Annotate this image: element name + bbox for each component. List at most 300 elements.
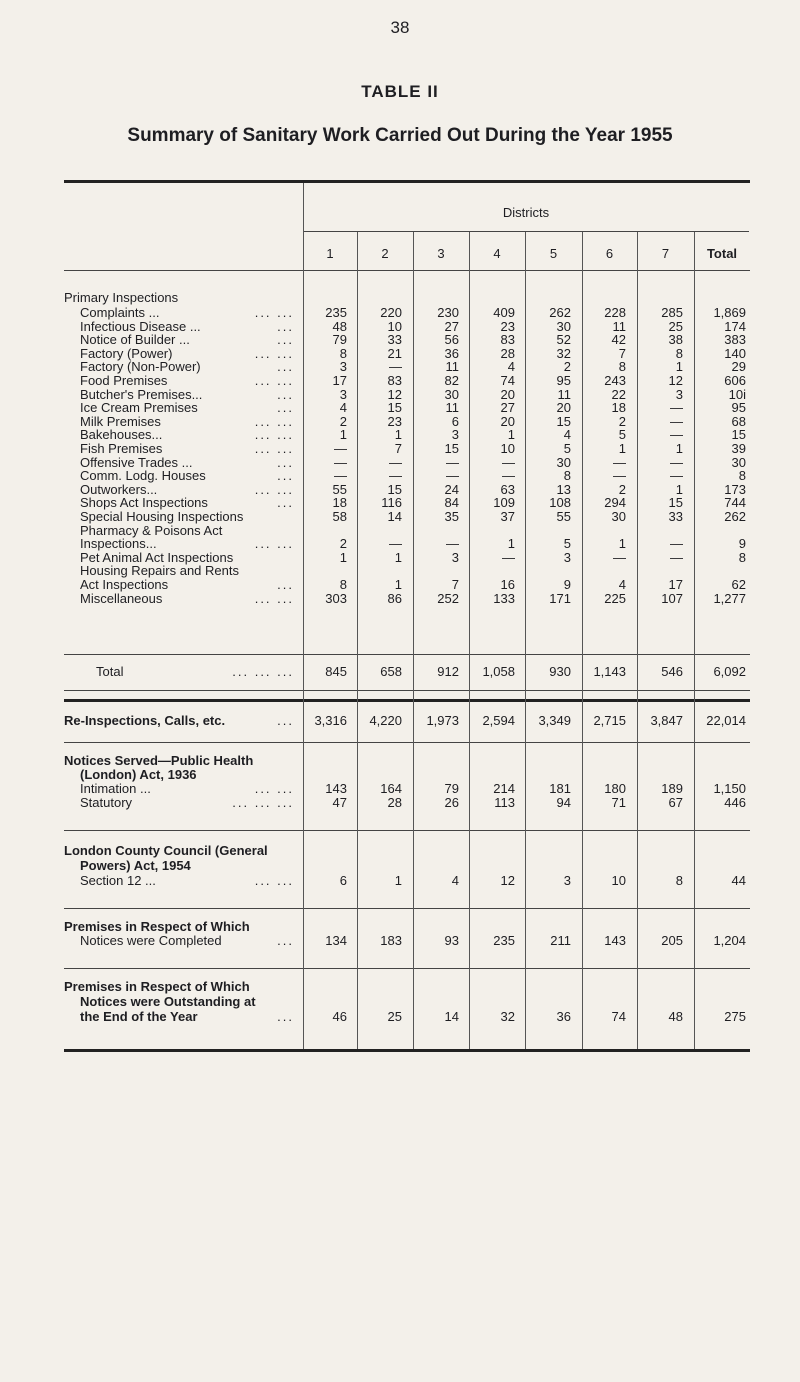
row-label: Ice Cream Premises	[80, 400, 198, 415]
table-cell: 12	[500, 873, 515, 888]
table-cell: 1,058	[482, 664, 515, 679]
completed-heading-2: Notices were Completed	[80, 933, 222, 948]
table-cell: 744	[724, 495, 746, 510]
row-label: Milk Premises	[80, 414, 161, 429]
table-cell: 4,220	[369, 713, 402, 728]
table-cell: 3	[339, 387, 347, 402]
leader-dots: ...	[277, 577, 294, 592]
table-cell: 3,349	[538, 713, 571, 728]
table-cell: 3	[451, 427, 459, 442]
table-cell: 4	[507, 359, 515, 374]
completed-heading: Premises in Respect of Which	[64, 919, 250, 934]
table-cell: 52	[556, 332, 571, 347]
table-cell: 109	[493, 495, 515, 510]
table-cell: 1	[394, 427, 402, 442]
table-cell: 36	[556, 1009, 571, 1024]
leader-dots: ...	[277, 387, 294, 402]
table-cell: 16	[500, 577, 515, 592]
table-cell: 32	[556, 346, 571, 361]
table-cell: 1,277	[713, 591, 746, 606]
districts-header: Districts	[502, 205, 550, 220]
table-cell: 15	[668, 495, 683, 510]
table-cell: 180	[604, 781, 626, 796]
table-cell: 55	[332, 482, 347, 497]
top-rule	[64, 180, 750, 183]
table-cell: 15	[731, 427, 746, 442]
row-label: Section 12 ...	[80, 873, 156, 888]
table-cell: 39	[731, 441, 746, 456]
table-cell: 113	[494, 795, 515, 810]
table-cell: 1	[675, 359, 683, 374]
table-cell: 303	[325, 591, 347, 606]
table-cell: 5	[563, 536, 571, 551]
table-cell: 14	[444, 1009, 459, 1024]
table-cell: 12	[668, 373, 683, 388]
col-divider-1	[357, 232, 358, 1049]
table-cell: 1,150	[713, 781, 746, 796]
leader-dots: ...	[277, 1009, 294, 1024]
table-cell: 140	[724, 346, 746, 361]
row-label: Pet Animal Act Inspections	[80, 550, 234, 565]
table-cell: 63	[500, 482, 515, 497]
table-cell: —	[389, 536, 402, 551]
table-cell: 225	[604, 591, 626, 606]
table-cell: 658	[380, 664, 402, 679]
table-cell: 93	[444, 933, 459, 948]
table-cell: 20	[556, 400, 571, 415]
table-cell: 30	[444, 387, 459, 402]
table-cell: 26	[444, 795, 459, 810]
table-cell: 409	[493, 305, 515, 320]
table-cell: 8	[738, 550, 746, 565]
reinsp-rule	[64, 742, 750, 743]
col-divider-6	[637, 232, 638, 1049]
table-cell: 1,143	[593, 664, 626, 679]
page-number: 38	[390, 18, 410, 37]
table-cell: 11	[557, 387, 571, 402]
table-cell: 235	[493, 933, 515, 948]
table-cell: —	[670, 414, 683, 429]
table-cell: 4	[339, 400, 347, 415]
table-cell: 3	[451, 550, 459, 565]
table-cell: —	[670, 400, 683, 415]
table-cell: 1	[507, 427, 515, 442]
table-cell: 446	[724, 795, 746, 810]
table-cell: 48	[668, 1009, 683, 1024]
table-cell: 143	[604, 933, 626, 948]
table-cell: 21	[387, 346, 402, 361]
table-cell: 8	[618, 359, 626, 374]
col-divider-5	[582, 232, 583, 1049]
table-cell: 79	[444, 781, 459, 796]
row-label: Act Inspections	[80, 577, 169, 592]
leader-dots: ...	[277, 332, 294, 347]
table-cell: 10	[611, 873, 626, 888]
table-cell: 189	[661, 781, 683, 796]
column-header-4: 4	[493, 246, 501, 261]
table-cell: 1	[675, 441, 683, 456]
table-cell: 94	[556, 795, 571, 810]
row-label: Comm. Lodg. Houses	[80, 468, 206, 483]
table-cell: —	[670, 455, 683, 470]
reinspections-label: Re-Inspections, Calls, etc.	[64, 713, 226, 728]
table-cell: 1	[339, 427, 347, 442]
table-cell: —	[446, 455, 459, 470]
leader-dots: ... ... ...	[232, 795, 294, 810]
table-cell: 10	[500, 441, 515, 456]
leader-dots: ... ...	[254, 427, 294, 442]
table-cell: 183	[380, 933, 402, 948]
table-cell: 33	[387, 332, 402, 347]
table-cell: 845	[325, 664, 347, 679]
column-header-1: 1	[326, 246, 334, 261]
table-cell: 5	[563, 441, 571, 456]
table-cell: 3	[675, 387, 683, 402]
table-cell: 2,594	[482, 713, 515, 728]
table-cell: 15	[444, 441, 459, 456]
table-cell: 174	[724, 319, 746, 334]
table-cell: 23	[500, 319, 515, 334]
row-label: Inspections...	[80, 536, 157, 551]
table-cell: 20	[500, 387, 515, 402]
primary-inspections-heading: Primary Inspections	[64, 290, 179, 305]
table-cell: 5	[618, 427, 626, 442]
table-cell: 14	[387, 509, 402, 524]
leader-dots: ... ...	[254, 781, 294, 796]
table-cell: 68	[731, 414, 746, 429]
table-cell: 912	[437, 664, 459, 679]
table-cell: 214	[493, 781, 515, 796]
table-cell: 29	[731, 359, 746, 374]
table-cell: 79	[332, 332, 347, 347]
table-cell: 37	[500, 509, 515, 524]
districts-underline	[303, 231, 749, 232]
table-cell: —	[446, 468, 459, 483]
table-cell: —	[670, 550, 683, 565]
table-cell: 181	[549, 781, 571, 796]
notices-heading: Notices Served—Public Health	[64, 753, 254, 768]
table-cell: 3,316	[314, 713, 347, 728]
table-cell: 1	[394, 550, 402, 565]
table-cell: 2	[563, 359, 571, 374]
leader-dots: ...	[277, 933, 294, 948]
lcc-rule	[64, 908, 750, 909]
table-cell: 275	[724, 1009, 746, 1024]
table-cell: 18	[611, 400, 626, 415]
total-label: Total	[96, 664, 124, 679]
table-cell: 1,204	[713, 933, 746, 948]
table-cell: —	[334, 441, 347, 456]
table-cell: —	[502, 468, 515, 483]
leader-dots: ... ...	[254, 441, 294, 456]
table-cell: 171	[549, 591, 571, 606]
table-cell: —	[389, 359, 402, 374]
table-cell: 67	[668, 795, 683, 810]
section-rule	[64, 699, 750, 702]
table-cell: 13	[556, 482, 571, 497]
table-cell: —	[670, 536, 683, 551]
table-cell: 7	[394, 441, 402, 456]
table-cell: 95	[731, 400, 746, 415]
row-label: Notice of Builder ...	[80, 332, 190, 347]
table-cell: 1	[675, 482, 683, 497]
table-cell: 1,869	[713, 305, 746, 320]
leader-dots: ... ...	[254, 536, 294, 551]
lcc-heading-2: Powers) Act, 1954	[80, 858, 191, 873]
table-cell: 8	[675, 346, 683, 361]
table-cell: 134	[325, 933, 347, 948]
table-cell: 1	[618, 536, 626, 551]
table-cell: 95	[556, 373, 571, 388]
table-cell: 3	[339, 359, 347, 374]
col-divider-4	[525, 232, 526, 1049]
table-cell: 71	[611, 795, 626, 810]
table-cell: 32	[500, 1009, 515, 1024]
table-cell: 116	[381, 495, 402, 510]
table-cell: 25	[668, 319, 683, 334]
table-cell: 164	[380, 781, 402, 796]
table-cell: 2	[339, 414, 347, 429]
table-cell: 30	[556, 319, 571, 334]
table-cell: 546	[661, 664, 683, 679]
table-cell: 133	[493, 591, 515, 606]
table-cell: 38	[668, 332, 683, 347]
table-cell: 28	[500, 346, 515, 361]
row-label: Complaints ...	[80, 305, 160, 320]
table-cell: 23	[387, 414, 402, 429]
table-cell: 6	[339, 873, 347, 888]
leader-dots: ... ...	[254, 482, 294, 497]
row-label: Housing Repairs and Rents	[80, 563, 239, 578]
table-cell: 1	[507, 536, 515, 551]
row-label: Pharmacy & Poisons Act	[80, 523, 223, 538]
table-cell: —	[502, 550, 515, 565]
row-label: Fish Premises	[80, 441, 163, 456]
table-cell: 1	[394, 873, 402, 888]
leader-dots: ... ... ...	[232, 664, 294, 679]
leader-dots: ... ...	[254, 873, 294, 888]
column-header-total: Total	[706, 246, 738, 261]
table-cell: 17	[332, 373, 347, 388]
table-cell: 228	[604, 305, 626, 320]
table-cell: 36	[444, 346, 459, 361]
table-cell: 7	[618, 346, 626, 361]
table-cell: 252	[437, 591, 459, 606]
table-cell: —	[613, 550, 626, 565]
table-cell: 9	[738, 536, 746, 551]
row-label: Shops Act Inspections	[80, 495, 208, 510]
table-cell: 143	[325, 781, 347, 796]
table-cell: 1	[339, 550, 347, 565]
row-label: Intimation ...	[80, 781, 151, 796]
row-label: Outworkers...	[80, 482, 158, 497]
outstanding-heading: Premises in Respect of Which	[64, 979, 250, 994]
table-cell: 47	[332, 795, 347, 810]
table-cell: —	[613, 468, 626, 483]
table-cell: —	[613, 455, 626, 470]
table-cell: 8	[675, 873, 683, 888]
leader-dots: ... ...	[254, 373, 294, 388]
table-cell: 220	[380, 305, 402, 320]
table-cell: 30	[611, 509, 626, 524]
column-header-5: 5	[549, 246, 558, 261]
col-divider-7	[694, 232, 695, 1049]
leader-dots: ... ...	[254, 591, 294, 606]
outstanding-heading-3: the End of the Year	[80, 1009, 198, 1024]
table-cell: 82	[444, 373, 459, 388]
total-bottom-rule	[64, 690, 750, 691]
leader-dots: ...	[277, 713, 294, 728]
table-cell: 262	[724, 509, 746, 524]
table-cell: 3,847	[650, 713, 683, 728]
table-cell: —	[670, 468, 683, 483]
table-cell: 235	[325, 305, 347, 320]
notices-rule	[64, 830, 750, 831]
total-top-rule	[64, 654, 750, 655]
row-label: Miscellaneous	[80, 591, 163, 606]
table-cell: 58	[332, 509, 347, 524]
table-cell: 1	[618, 441, 626, 456]
table-cell: 10i	[728, 387, 746, 402]
table-cell: —	[389, 468, 402, 483]
table-cell: —	[389, 455, 402, 470]
row-label: Statutory	[80, 795, 133, 810]
table-cell: 62	[731, 577, 746, 592]
table-cell: 107	[661, 591, 683, 606]
table-cell: 6	[451, 414, 459, 429]
table-cell: 84	[444, 495, 459, 510]
header-underline	[64, 270, 750, 271]
table-cell: 46	[332, 1009, 347, 1024]
table-cell: 243	[604, 373, 626, 388]
table-cell: 1,973	[426, 713, 459, 728]
leader-dots: ... ...	[254, 346, 294, 361]
table-cell: 12	[387, 387, 402, 402]
table-cell: 35	[444, 509, 459, 524]
table-cell: 3	[563, 550, 571, 565]
table-cell: 74	[500, 373, 515, 388]
row-label: Infectious Disease ...	[80, 319, 201, 334]
completed-rule	[64, 968, 750, 969]
table-cell: 83	[387, 373, 402, 388]
table-cell: 8	[738, 468, 746, 483]
table-cell: 1	[394, 577, 402, 592]
column-header-2: 2	[381, 246, 389, 261]
table-cell: 606	[724, 373, 746, 388]
bottom-rule	[64, 1049, 750, 1052]
table-cell: 83	[500, 332, 515, 347]
table-cell: 27	[444, 319, 459, 334]
column-header-3: 3	[437, 246, 445, 261]
leader-dots: ... ...	[254, 414, 294, 429]
table-cell: 30	[731, 455, 746, 470]
table-cell: 205	[661, 933, 683, 948]
leader-dots: ...	[277, 455, 294, 470]
table-subtitle: Summary of Sanitary Work Carried Out During the Year 1955	[127, 125, 673, 146]
table-cell: 74	[611, 1009, 626, 1024]
table-cell: 108	[549, 495, 571, 510]
table-cell: 30	[556, 455, 571, 470]
table-cell: 285	[661, 305, 683, 320]
table-cell: 22	[611, 387, 626, 402]
table-cell: 262	[549, 305, 571, 320]
table-cell: 2	[339, 536, 347, 551]
table-cell: 44	[731, 873, 746, 888]
table-cell: 18	[332, 495, 347, 510]
table-cell: 48	[332, 319, 347, 334]
table-cell: 15	[387, 400, 402, 415]
table-cell: 383	[724, 332, 746, 347]
table-cell: 17	[668, 577, 683, 592]
col-divider-2	[413, 232, 414, 1049]
table-cell: 211	[550, 933, 571, 948]
table-cell: 20	[500, 414, 515, 429]
table-cell: 42	[611, 332, 626, 347]
table-cell: 24	[444, 482, 459, 497]
table-cell: 2,715	[593, 713, 626, 728]
table-cell: 11	[445, 400, 459, 415]
table-cell: 22,014	[706, 713, 746, 728]
table-cell: 56	[444, 332, 459, 347]
table-cell: 8	[563, 468, 571, 483]
table-title: TABLE II	[361, 82, 439, 101]
table-cell: 173	[724, 482, 746, 497]
table-cell: 55	[556, 509, 571, 524]
table-cell: 6,092	[713, 664, 746, 679]
table-cell: 28	[387, 795, 402, 810]
table-cell: 8	[339, 346, 347, 361]
column-header-6: 6	[605, 246, 614, 261]
table-cell: 86	[387, 591, 402, 606]
row-label: Bakehouses...	[80, 427, 163, 442]
leader-dots: ... ...	[254, 305, 294, 320]
leader-dots: ...	[277, 319, 294, 334]
table-cell: —	[670, 427, 683, 442]
lcc-heading: London County Council (General	[64, 843, 268, 858]
table-cell: —	[334, 455, 347, 470]
table-cell: —	[502, 455, 515, 470]
table-cell: 9	[563, 577, 571, 592]
table-cell: 8	[339, 577, 347, 592]
row-label: Special Housing Inspections	[80, 509, 244, 524]
col-divider-0	[303, 183, 304, 1049]
table-cell: 11	[612, 319, 626, 334]
table-cell: 11	[445, 359, 459, 374]
table-cell: 2	[618, 414, 626, 429]
column-header-7: 7	[661, 246, 670, 261]
table-cell: 4	[618, 577, 626, 592]
table-cell: —	[446, 536, 459, 551]
leader-dots: ...	[277, 468, 294, 483]
row-label: Food Premises	[80, 373, 168, 388]
table-cell: 930	[549, 664, 571, 679]
table-cell: 10	[387, 319, 402, 334]
notices-heading-2: (London) Act, 1936	[80, 767, 197, 782]
table-cell: 27	[500, 400, 515, 415]
table-cell: 4	[563, 427, 571, 442]
table-cell: 15	[556, 414, 571, 429]
table-cell: 7	[451, 577, 459, 592]
table-cell: 230	[437, 305, 459, 320]
table-cell: —	[334, 468, 347, 483]
col-divider-3	[469, 232, 470, 1049]
row-label: Factory (Non-Power)	[80, 359, 201, 374]
leader-dots: ...	[277, 495, 294, 510]
row-label: Offensive Trades ...	[80, 455, 193, 470]
table-cell: 15	[387, 482, 402, 497]
leader-dots: ...	[277, 359, 294, 374]
outstanding-heading-2: Notices were Outstanding at	[80, 994, 256, 1009]
